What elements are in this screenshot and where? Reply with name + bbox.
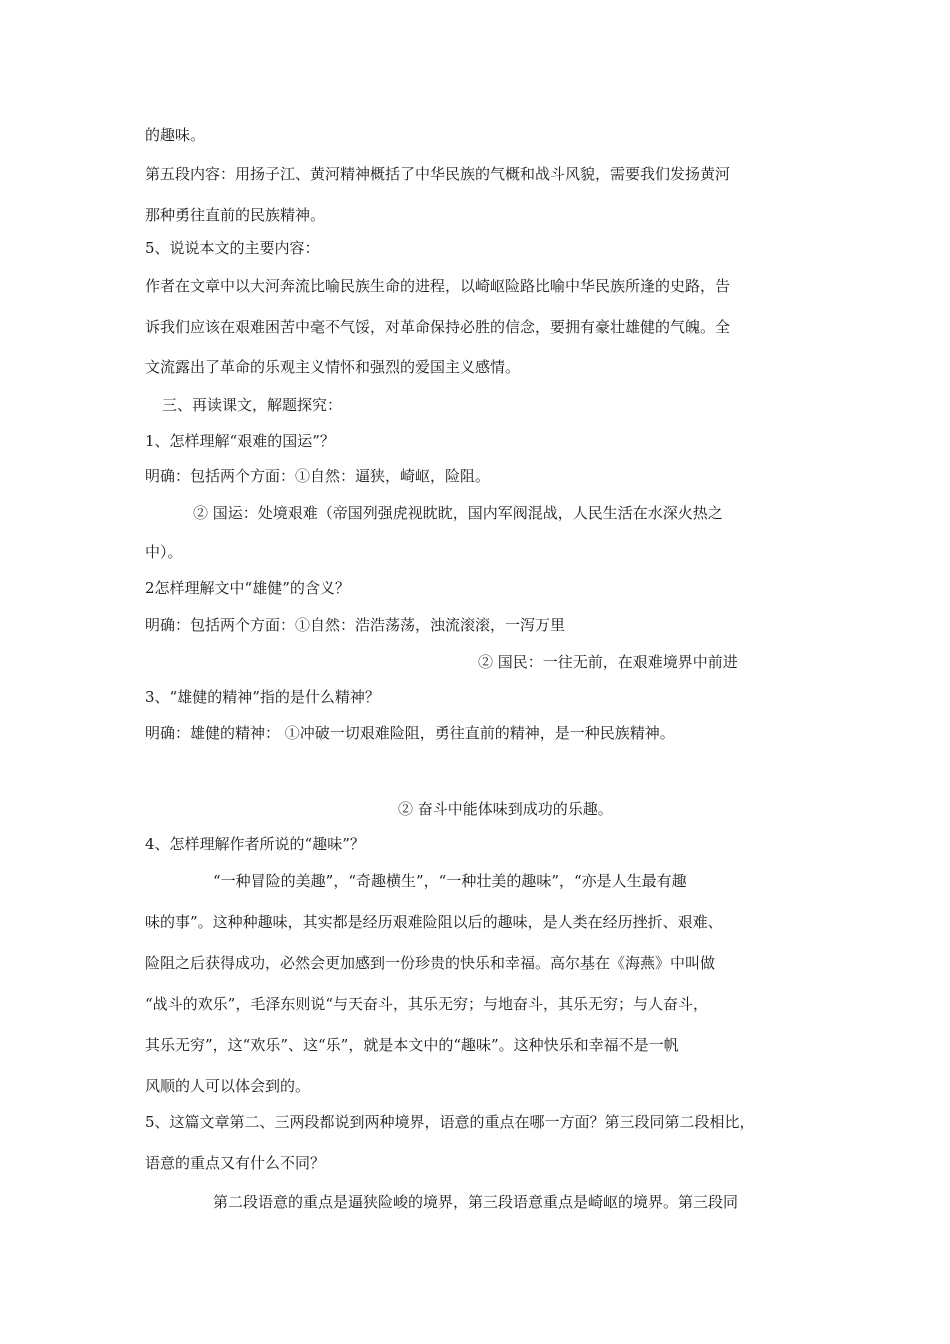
text-line: 其乐无穷”，这“欢乐”、这“乐”，就是本文中的“趣味”。这种快乐和幸福不是一帆 [145,1036,679,1054]
text-line: 明确：包括两个方面：①自然：浩浩荡荡，浊流滚滚，一泻万里 [145,616,566,634]
text-line: 的趣味。 [145,126,206,144]
question-heading: 4、怎样理解作者所说的“趣味”？ [145,835,365,853]
text-line: 中）。 [145,543,183,561]
text-line: 5、说说本文的主要内容： [145,239,320,257]
text-line: 明确：包括两个方面：①自然：逼狭，崎岖，险阻。 [145,467,491,485]
text-line: “战斗的欢乐”，毛泽东则说“与天奋斗，其乐无穷；与地奋斗，其乐无穷；与人奋斗， [145,995,709,1013]
question-heading: 1、怎样理解“艰难的国运”？ [145,432,335,450]
text-line: 作者在文章中以大河奔流比喻民族生命的进程，以崎岖险路比喻中华民族所逢的史路，告 [145,277,731,295]
text-line: 味的事”。这种种趣味，其实都是经历艰难险阻以后的趣味，是人类在经历挫折、艰难、 [145,913,723,931]
text-line: 第二段语意的重点是逼狭险峻的境界，第三段语意重点是崎岖的境界。第三段同 [213,1193,739,1211]
text-line: 那种勇往直前的民族精神。 [145,206,326,224]
text-line: 诉我们应该在艰难困苦中毫不气馁，对革命保持必胜的信念，要拥有豪壮雄健的气魄。全 [145,318,731,336]
text-line: “一种冒险的美趣”，“奇趣横生”，“一种壮美的趣味”，“亦是人生最有趣 [213,872,687,890]
text-line: 文流露出了革命的乐观主义情怀和强烈的爱国主义感情。 [145,358,521,376]
question-heading: 3、“雄健的精神”指的是什么精神？ [145,688,380,706]
text-line: 风顺的人可以体会到的。 [145,1077,311,1095]
text-line: 险阻之后获得成功，必然会更加感到一份珍贵的快乐和幸福。高尔基在《海燕》中叫做 [145,954,716,972]
text-line: 第五段内容：用扬子江、黄河精神概括了中华民族的气概和战斗风貌，需要我们发扬黄河 [145,165,731,183]
text-line: ② 国运：处境艰难（帝国列强虎视眈眈，国内军阀混战，人民生活在水深火热之 [193,504,723,522]
section-heading: 三、再读课文，解题探究： [162,396,343,414]
text-line: 语意的重点又有什么不同？ [145,1154,326,1172]
text-line: ② 奋斗中能体味到成功的乐趣。 [398,800,613,818]
question-heading: 2怎样理解文中“雄健”的含义？ [145,579,350,597]
text-line: ② 国民：一往无前，在艰难境界中前进 [478,653,738,671]
text-line: 明确：雄健的精神： ①冲破一切艰难险阻，勇往直前的精神，是一种民族精神。 [145,724,675,742]
question-heading: 5、这篇文章第二、三两段都说到两种境界，语意的重点在哪一方面？第三段同第二段相比， [145,1113,755,1131]
